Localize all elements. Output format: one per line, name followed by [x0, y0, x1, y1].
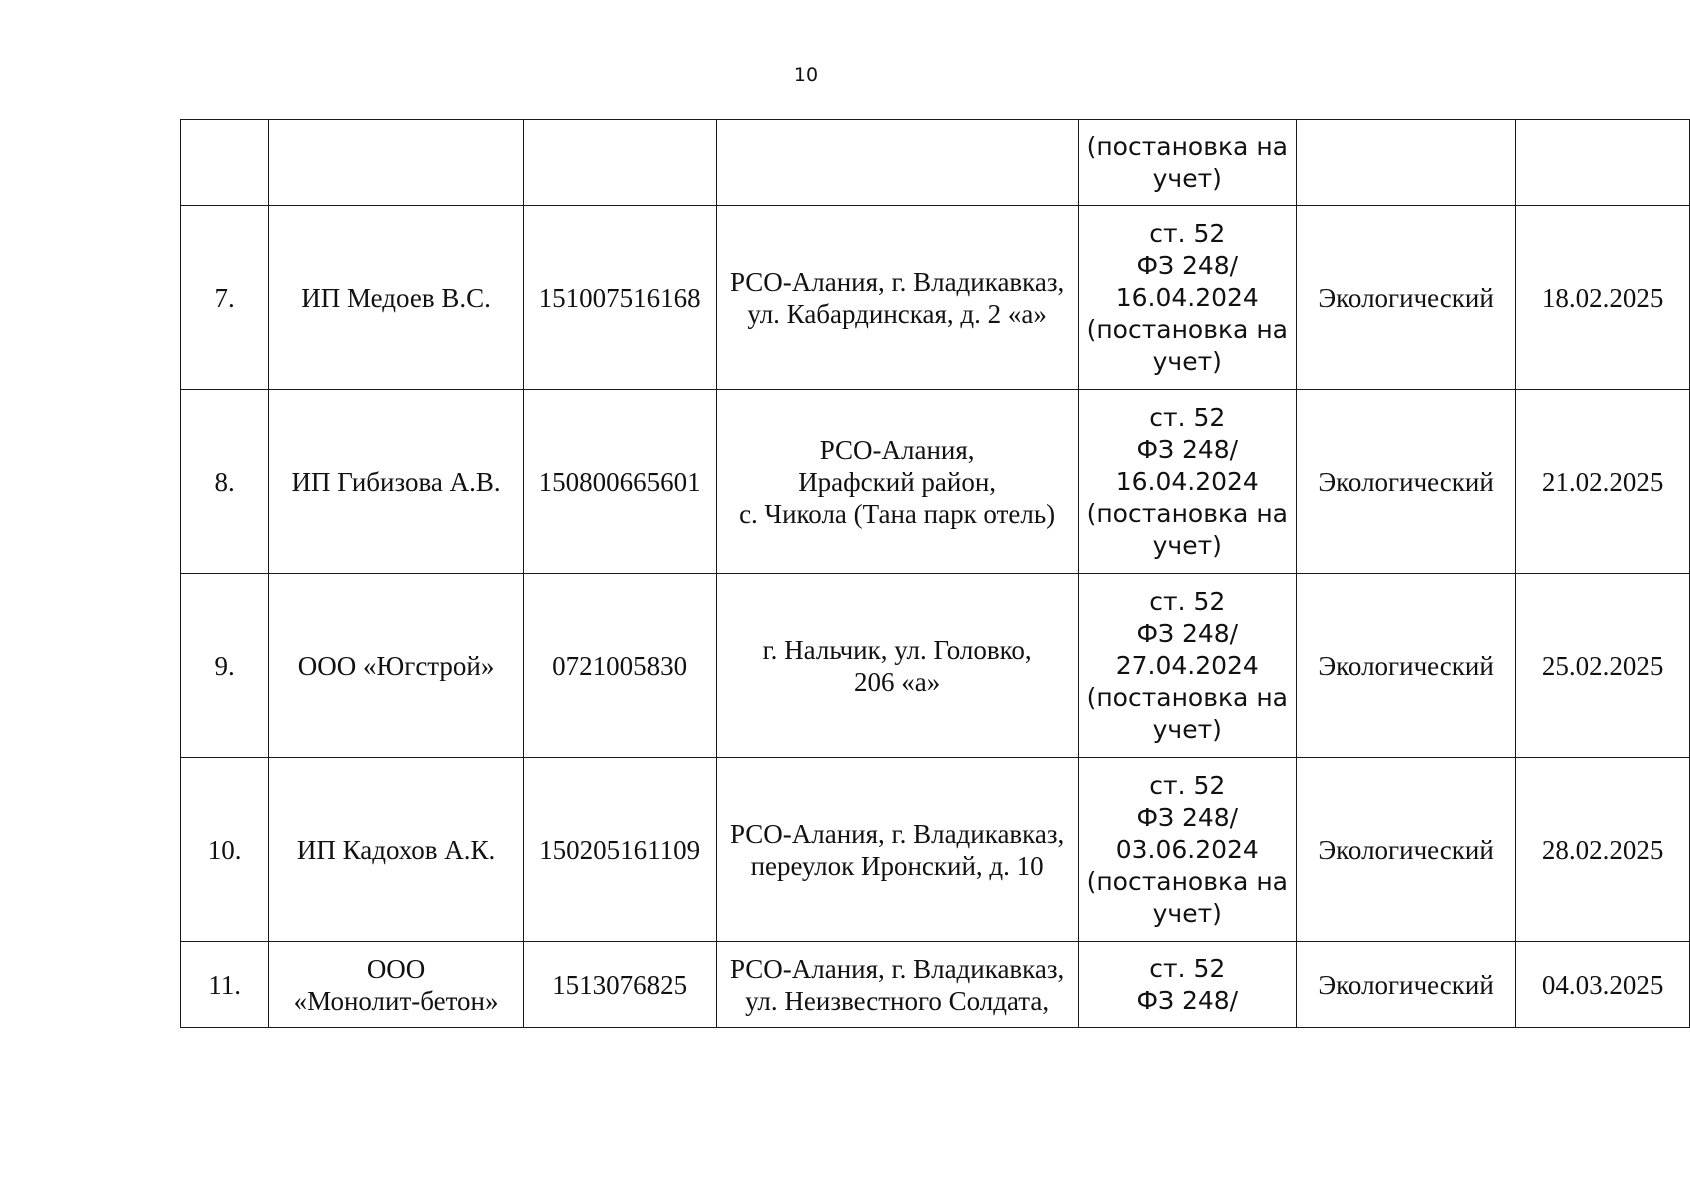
table-row	[181, 758, 1690, 942]
cell-control-type: Экологический	[1296, 206, 1515, 390]
registry-table	[180, 119, 1690, 1028]
cell-law-basis: ст. 52 ФЗ 248/ 16.04.2024 (постановка на учет)	[1078, 390, 1296, 574]
table-row	[181, 574, 1690, 758]
cell-address: РСО-Алания, г. Владикавказ, ул. Неизвестного Солдата,	[716, 942, 1078, 1028]
cell-inn: 150205161109	[523, 758, 716, 942]
cell-address: РСО-Алания, г. Владикавказ, ул. Кабардинская, д. 2 «а»	[716, 206, 1078, 390]
cell-control-type: Экологический	[1296, 758, 1515, 942]
cell-name: ИП Кадохов А.К.	[269, 758, 523, 942]
cell-control-type: Экологический	[1296, 942, 1515, 1028]
page-number: 10	[793, 64, 819, 86]
cell-number	[181, 120, 269, 206]
cell-date: 04.03.2025	[1516, 942, 1690, 1028]
cell-date: 25.02.2025	[1516, 574, 1690, 758]
cell-law-basis: (постановка на учет)	[1078, 120, 1296, 206]
table-row	[181, 206, 1690, 390]
cell-control-type: Экологический	[1296, 574, 1515, 758]
cell-law-basis: ст. 52 ФЗ 248/ 16.04.2024 (постановка на учет)	[1078, 206, 1296, 390]
cell-name: ИП Гибизова А.В.	[269, 390, 523, 574]
cell-law-basis: ст. 52 ФЗ 248/ 27.04.2024 (постановка на учет)	[1078, 574, 1296, 758]
cell-inn	[523, 120, 716, 206]
cell-inn: 151007516168	[523, 206, 716, 390]
cell-number: 9.	[181, 574, 269, 758]
cell-address: РСО-Алания, г. Владикавказ, переулок Иронский, д. 10	[716, 758, 1078, 942]
cell-date: 28.02.2025	[1516, 758, 1690, 942]
table-row	[181, 390, 1690, 574]
cell-date: 18.02.2025	[1516, 206, 1690, 390]
cell-date	[1516, 120, 1690, 206]
cell-number: 7.	[181, 206, 269, 390]
cell-law-basis: ст. 52 ФЗ 248/	[1078, 942, 1296, 1028]
cell-inn: 0721005830	[523, 574, 716, 758]
cell-address: РСО-Алания, Ирафский район, с. Чикола (Тана парк отель)	[716, 390, 1078, 574]
cell-number: 8.	[181, 390, 269, 574]
cell-address: г. Нальчик, ул. Головко, 206 «а»	[716, 574, 1078, 758]
cell-name: ООО «Югстрой»	[269, 574, 523, 758]
cell-name: ИП Медоев В.С.	[269, 206, 523, 390]
cell-name	[269, 120, 523, 206]
cell-law-basis: ст. 52 ФЗ 248/ 03.06.2024 (постановка на учет)	[1078, 758, 1296, 942]
table-row	[181, 942, 1690, 1028]
table-row-continuation	[181, 120, 1690, 206]
cell-date: 21.02.2025	[1516, 390, 1690, 574]
cell-number: 11.	[181, 942, 269, 1028]
cell-inn: 1513076825	[523, 942, 716, 1028]
cell-name: ООО «Монолит-бетон»	[269, 942, 523, 1028]
cell-control-type	[1296, 120, 1515, 206]
cell-control-type: Экологический	[1296, 390, 1515, 574]
cell-number: 10.	[181, 758, 269, 942]
cell-address	[716, 120, 1078, 206]
cell-inn: 150800665601	[523, 390, 716, 574]
